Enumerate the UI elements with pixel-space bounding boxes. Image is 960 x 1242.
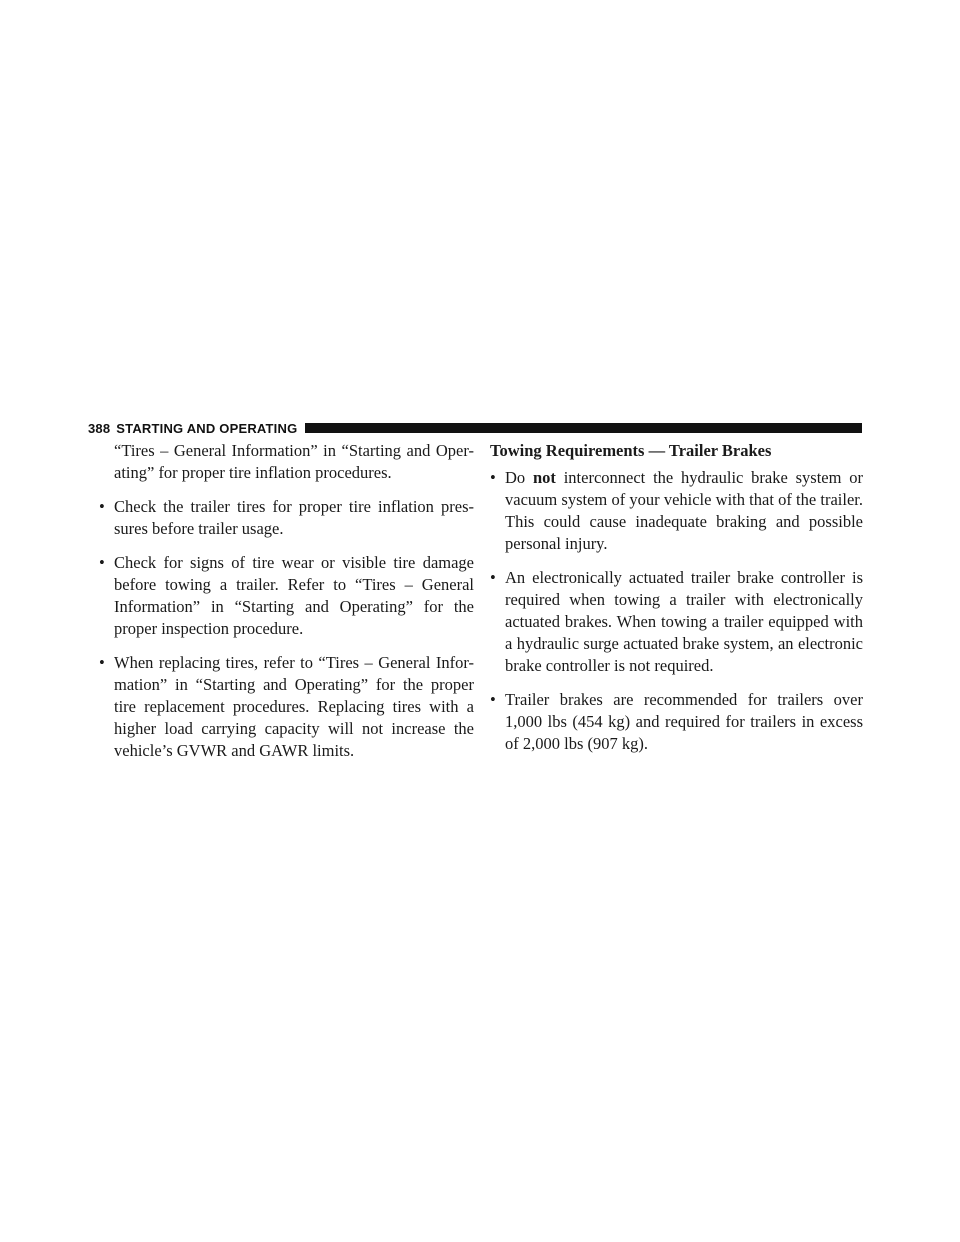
list-item xyxy=(490,689,863,755)
right-column xyxy=(490,440,863,767)
list-item-text: When replacing tires, refer to “Tires – General Infor-mation” in “Starting and Operating” for the proper tire replacement procedures. Replacing tires with a higher load carrying capacity will not increase the vehicle’s GVWR and GAWR limits. xyxy=(114,653,474,760)
list-item xyxy=(99,652,474,762)
page-header xyxy=(88,420,862,436)
list-item-text: interconnect the hydraulic brake system or vacuum system of your vehicle with that of the trailer. This could cause inadequate braking and possible personal injury. xyxy=(505,468,863,553)
list-item-prefix: Do xyxy=(505,468,526,487)
bullet-icon: • xyxy=(99,653,105,672)
bullet-icon: • xyxy=(99,497,105,516)
page-number: 388 xyxy=(88,420,111,436)
section-heading: Towing Requirements — Trailer Brakes xyxy=(490,441,772,460)
list-item xyxy=(99,552,474,640)
bullet-icon: • xyxy=(490,568,496,587)
list-item-text: Trailer brakes are recommended for trailers over 1,000 lbs (454 kg) and required for trailers in excess of 2,000 lbs (907 kg). xyxy=(505,690,863,753)
header-rule xyxy=(305,423,862,433)
list-item-text: Check for signs of tire wear or visible tire damage before towing a trailer. Refer to “Tires – General Information” in “Starting and Operating” for the proper inspection procedure. xyxy=(114,553,474,638)
list-item-text: Check the trailer tires for proper tire inflation pres-sures before trailer usage. xyxy=(114,497,474,538)
section-title: STARTING AND OPERATING xyxy=(116,420,298,436)
list-item-text: An electronically actuated trailer brake controller is required when towing a trailer with electronically actuated brakes. When towing a trailer equipped with a hydraulic surge actuated brake system, an electronic brake controller is not required. xyxy=(505,568,863,675)
list-item xyxy=(490,567,863,677)
left-column xyxy=(99,440,474,774)
bullet-icon: • xyxy=(99,553,105,572)
bullet-icon: • xyxy=(490,468,496,487)
emphasis-not: not xyxy=(532,468,556,487)
list-item xyxy=(99,496,474,540)
bullet-icon: • xyxy=(490,690,496,709)
list-item xyxy=(490,467,863,555)
continued-paragraph: “Tires – General Information” in “Starting and Oper-ating” for proper tire inflation procedures. xyxy=(114,441,474,482)
